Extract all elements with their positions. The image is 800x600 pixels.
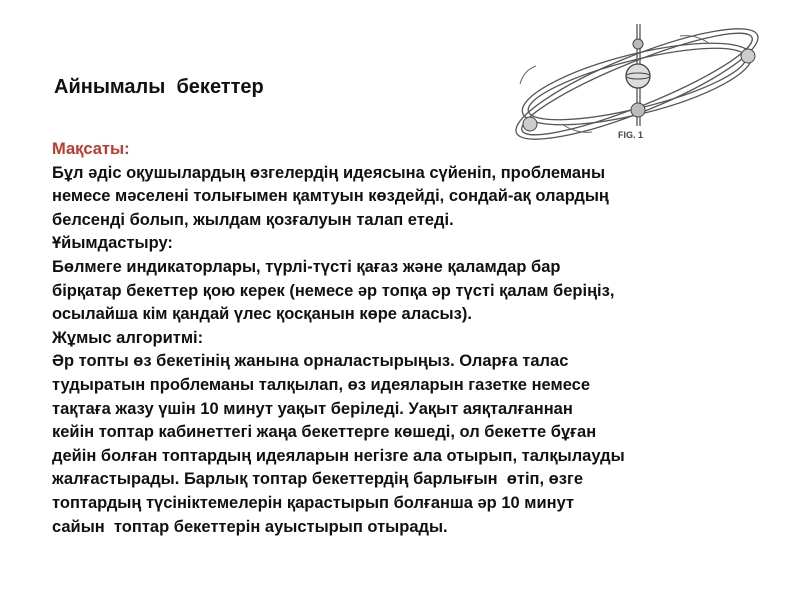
heading-goal: Мақсаты: bbox=[52, 140, 130, 158]
algo-line: сайын топтар бекеттерін ауыстырып отырады. bbox=[52, 517, 448, 536]
org-line: осылайша кім қандай үлес қосқанын көре аласыз). bbox=[52, 305, 472, 324]
goal-line: Бұл әдіс оқушылардың өзгелердің идеясына сүйеніп, проблеманы bbox=[52, 163, 606, 182]
org-line: бірқатар бекеттер қою керек (немесе әр топқа әр түсті қалам беріңіз, bbox=[52, 281, 615, 300]
patent-figure-orbits bbox=[500, 14, 770, 154]
algo-line: жалғастырады. Барлық топтар бекеттердің барлығын өтіп, өзге bbox=[52, 470, 584, 489]
goal-line: белсенді болып, жылдам қозғалуын талап етеді. bbox=[52, 210, 454, 229]
algo-line: кейін топтар кабинеттегі жаңа бекеттерге көшеді, ол бекетте бұған bbox=[52, 423, 597, 442]
algo-line: дейін болған топтардың идеяларын негізге ала отырып, талқылауды bbox=[52, 446, 625, 465]
org-line: Бөлмеге индикаторлары, түрлі-түсті қағаз және қаламдар бар bbox=[52, 257, 561, 276]
goal-line: немесе мәселені толығымен қамтуын көздейді, сондай-ақ олардың bbox=[52, 187, 609, 206]
algo-line: топтардың түсініктемелерін қарастырып болғанша әр 10 минут bbox=[52, 493, 575, 512]
algo-line: тақтаға жазу үшін 10 минут уақыт беріледі. Уақыт аяқталғаннан bbox=[52, 399, 573, 418]
figure-label: FIG. 1 bbox=[618, 130, 644, 140]
heading-algorithm: Жұмыс алгоритмі: bbox=[52, 328, 204, 347]
slide-title: Айнымалы бекеттер bbox=[54, 76, 264, 98]
algo-line: тудыратын проблеманы талқылап, өз идеяларын газетке немесе bbox=[52, 375, 591, 394]
slide-body bbox=[52, 138, 782, 539]
heading-organization: Ұйымдастыру: bbox=[52, 234, 173, 253]
algo-line: Әр топты өз бекетінің жанына орналастырыңыз. Оларға талас bbox=[52, 352, 569, 371]
